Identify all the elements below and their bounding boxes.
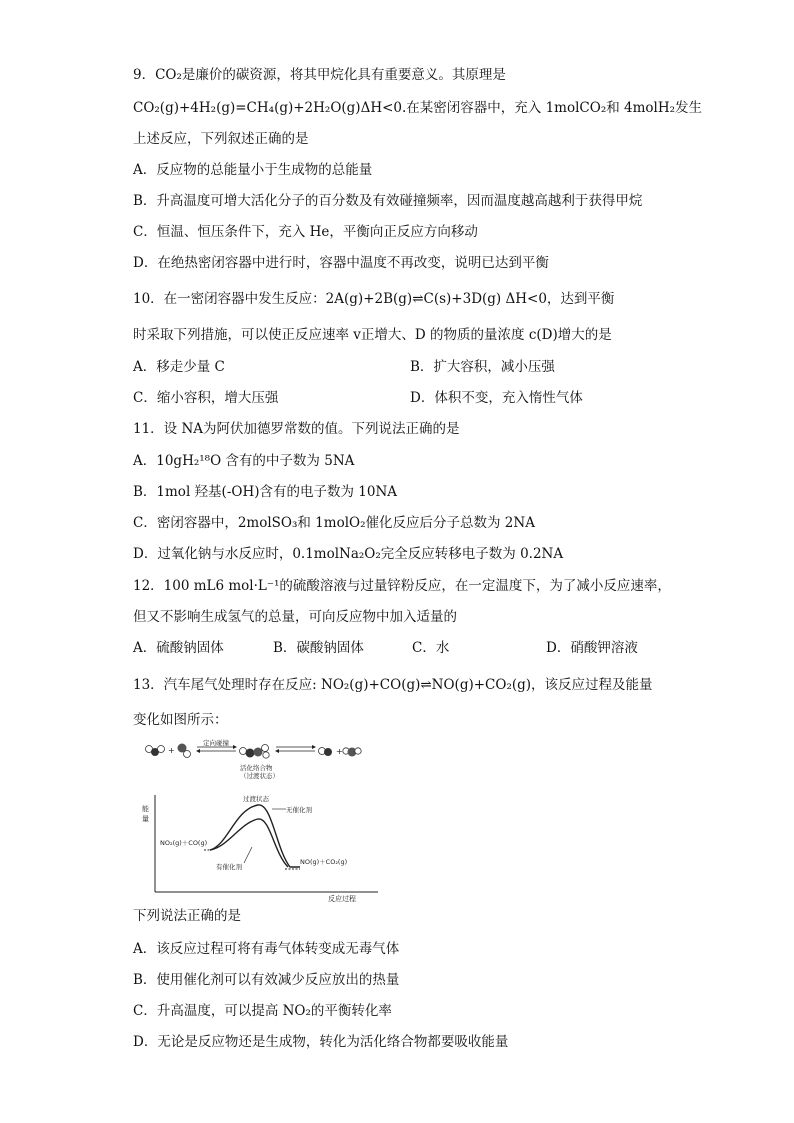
q13-stem-line-2: 变化如图所示： [133, 712, 228, 728]
no-catalyst-label: 无催化剂 [286, 806, 312, 814]
x-axis-label: 反应过程 [328, 895, 356, 902]
q10-stem-line-2: 时采取下列措施，可以使正反应速率 v正增大、D 的物质的量浓度 c(D)增大的是 [133, 327, 612, 343]
molecule-no [319, 748, 333, 757]
with-catalyst-leader [244, 847, 252, 863]
arrow-label: 定向碰撞 [203, 739, 229, 747]
q11-option-a: A．10gH₂¹⁸O 含有的中子数为 5NA [133, 453, 355, 469]
q11-option-b: B．1mol 羟基(-OH)含有的电子数为 10NA [133, 484, 398, 500]
forward-arrow-head [233, 745, 237, 749]
molecule-no2 [146, 746, 165, 757]
complex-label-1: 活化络合物 [240, 764, 273, 772]
y-axis-label-1: 能 [142, 805, 149, 813]
uncatalyzed-curve [210, 805, 300, 867]
reverse-arrow-2-head [275, 749, 279, 753]
q11-option-c: C．密闭容器中，2molSO₃和 1molO₂催化反应后分子总数为 2NA [133, 515, 535, 531]
q10-option-c: C．缩小容积，增大压强 [133, 390, 279, 406]
q12-option-b: B．碳酸钠固体 [273, 640, 364, 656]
q11-option-d: D．过氧化钠与水反应时，0.1molNa₂O₂完全反应转移电子数为 0.2NA [133, 546, 564, 562]
q13-option-b: B．使用催化剂可以有效减少反应放出的热量 [133, 972, 400, 988]
reverse-arrow-head [196, 749, 200, 753]
q10-stem-line-1: 10．在一密闭容器中发生反应：2A(g)+2B(g)⇌C(s)+3D(g) ΔH<0，达到平衡 [133, 291, 615, 307]
q12-stem-line-1: 12．100 mL6 mol·L⁻¹的硫酸溶液与过量锌粉反应，在一定温度下，为了减小反应速率， [133, 578, 671, 594]
plus-sign-2: + [336, 747, 343, 756]
plus-sign-1: + [168, 746, 175, 755]
q10-option-a: A．移走少量 C [133, 359, 225, 375]
y-axis-label-2: 量 [142, 815, 149, 823]
q13-option-d: D．无论是反应物还是生成物，转化为活化络合物都要吸收能量 [133, 1034, 509, 1050]
reaction-energy-diagram [140, 737, 380, 902]
q12-option-c: C．水 [412, 640, 450, 656]
q12-options-row [133, 639, 638, 657]
molecule-co [178, 744, 191, 758]
complex-label-2: （过渡状态） [240, 772, 279, 780]
q9-option-c: C．恒温、恒压条件下，充入 He，平衡向正反应方向移动 [133, 224, 478, 240]
molecule-co2 [343, 748, 361, 757]
q13-stem-line-1: 13．汽车尾气处理时存在反应: NO₂(g)+CO(g)⇌NO(g)+CO₂(g)，该反应过程及能量 [133, 677, 653, 693]
reactants-label: NO₂(g)＋CO(g) [160, 839, 208, 847]
q11-stem: 11．设 NA为阿伏加德罗常数的值。下列说法正确的是 [133, 421, 460, 437]
q10-options-row-2 [133, 389, 583, 407]
forward-arrow-2-head [312, 745, 316, 749]
q13-option-c: C．升高温度，可以提高 NO₂的平衡转化率 [133, 1003, 392, 1019]
q9-stem-line-2: CO₂(g)+4H₂(g)=CH₄(g)+2H₂O(g)ΔH<0.在某密闭容器中，充入 1molCO₂和 4molH₂发生 [133, 100, 703, 116]
q9-option-d: D．在绝热密闭容器中进行时，容器中温度不再改变，说明已达到平衡 [133, 255, 549, 271]
with-catalyst-label: 有催化剂 [216, 863, 242, 871]
q10-options-row-1 [133, 358, 555, 376]
q9-option-a: A．反应物的总能量小于生成物的总能量 [133, 162, 373, 178]
q13-prompt: 下列说法正确的是 [133, 908, 241, 924]
q12-stem-line-2: 但又不影响生成氢气的总量，可向反应物中加入适量的 [133, 609, 457, 625]
products-label: NO(g)＋CO₂(g) [300, 858, 348, 866]
q9-stem-line-1: 9．CO₂是廉价的碳资源，将其甲烷化具有重要意义。其原理是 [133, 67, 506, 83]
catalyzed-curve [210, 819, 288, 867]
transition-state-label: 过渡状态 [243, 795, 269, 803]
q9-option-b: B．升高温度可增大活化分子的百分数及有效碰撞频率，因而温度越高越利于获得甲烷 [133, 193, 643, 209]
q10-option-b: B．扩大容积，减小压强 [410, 359, 555, 375]
q13-option-a: A．该反应过程可将有毒气体转变成无毒气体 [133, 941, 400, 957]
q12-option-a: A．硫酸钠固体 [133, 640, 224, 656]
q12-option-d: D．硝酸钾溶液 [546, 640, 638, 656]
q9-stem-line-3: 上述反应，下列叙述正确的是 [133, 131, 309, 147]
q10-option-d: D．体积不变，充入惰性气体 [410, 390, 583, 406]
activated-complex [240, 745, 270, 759]
